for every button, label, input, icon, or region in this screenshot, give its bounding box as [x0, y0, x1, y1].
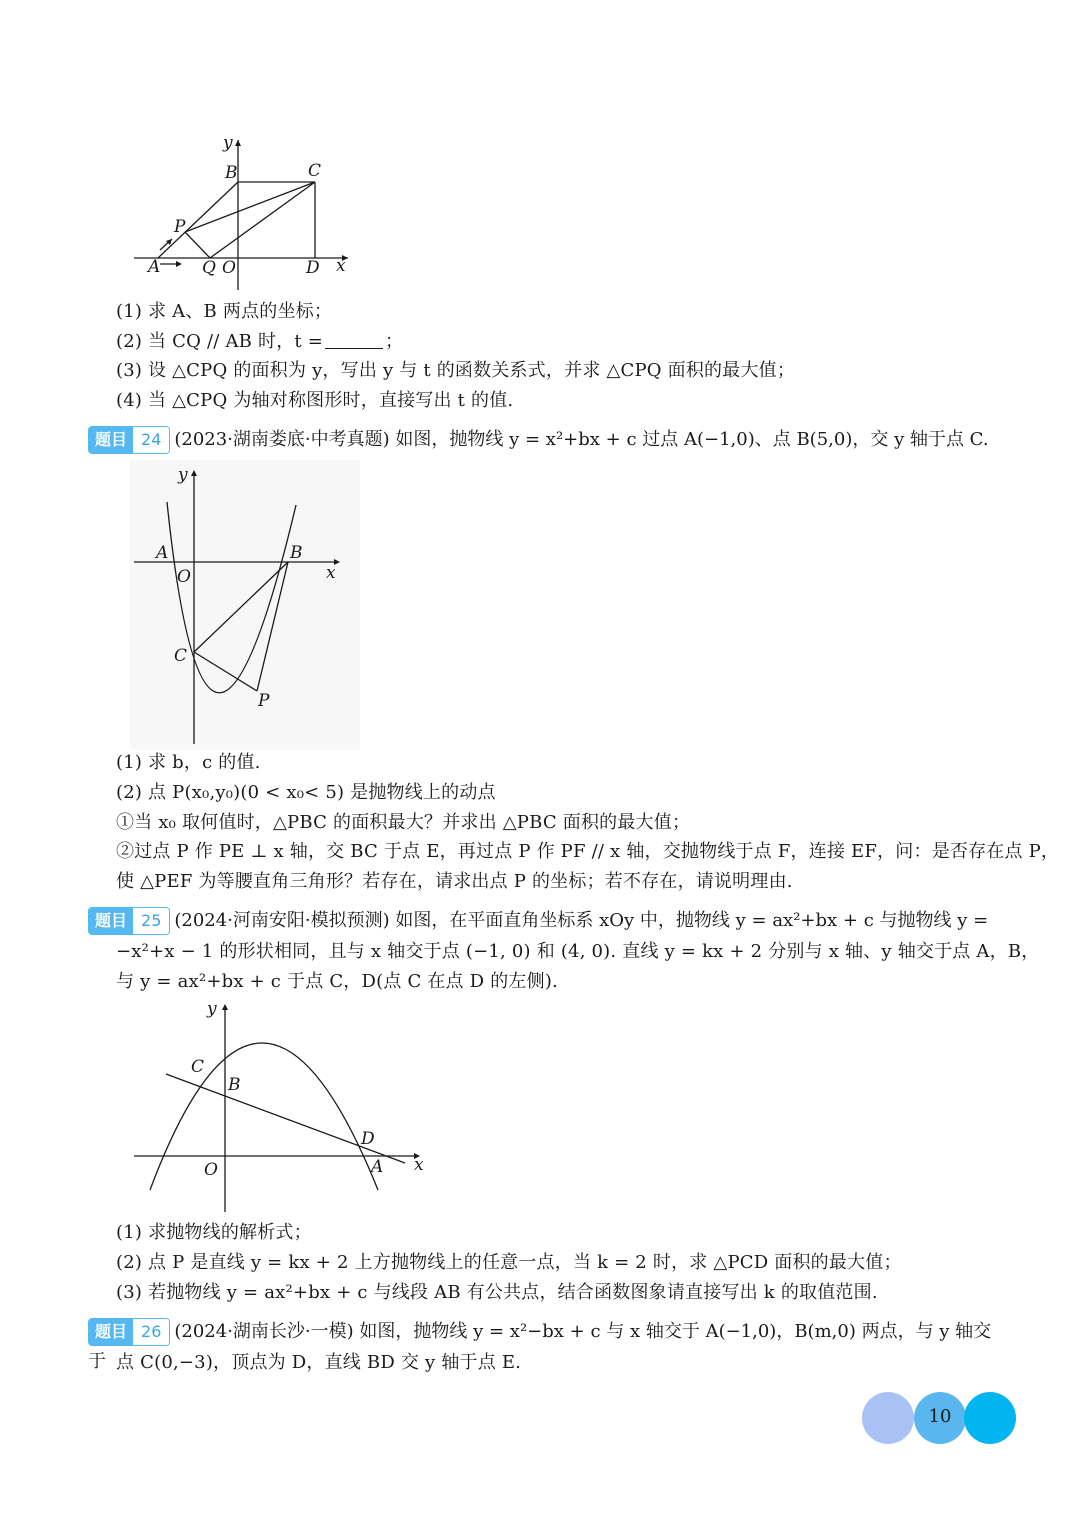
label-x: x	[326, 563, 336, 583]
label-O: O	[222, 258, 236, 278]
label-B: B	[228, 1075, 241, 1095]
page-number: 10	[928, 1406, 952, 1427]
figure-q23	[128, 132, 358, 292]
q24-part2-2b: 使 △PEF 为等腰直角三角形？若存在，请求出点 P 的坐标；若不存在，请说明理由.	[116, 871, 793, 892]
q24-part2: (2) 点 P(x₀,y₀)(0 < x₀< 5) 是抛物线上的动点	[116, 782, 496, 803]
q24-tag-number: 24	[133, 427, 169, 453]
q25-tag	[88, 907, 170, 935]
q25-header	[88, 906, 996, 936]
line-y-kx-2	[166, 1074, 405, 1163]
q24-part1: (1) 求 b，c 的值.	[116, 752, 261, 773]
q23-part4: (4) 当 △CPQ 为轴对称图形时，直接写出 t 的值.	[116, 390, 514, 411]
q25-tag-label: 题目	[89, 908, 133, 934]
q23-part2-end: ；	[385, 331, 404, 352]
q25-part1: (1) 求抛物线的解析式；	[116, 1222, 312, 1243]
q24-header	[88, 425, 996, 455]
q24-part2-1: ①当 x₀ 取何值时，△PBC 的面积最大？并求出 △PBC 面积的最大值；	[116, 812, 691, 833]
label-D: D	[306, 258, 320, 278]
label-B: B	[290, 543, 303, 563]
label-C: C	[191, 1057, 205, 1077]
q25-text-2: −x²+x − 1 的形状相同，且与 x 轴交于点 (−1, 0) 和 (4, 0). 直线 y = kx + 2 分别与 x 轴、y 轴交于点 A，B，	[116, 941, 1040, 962]
q23-part3: (3) 设 △CPQ 的面积为 y，写出 y 与 t 的函数关系式，并求 △CPQ 面积的最大值；	[116, 360, 796, 381]
q26-tag-label: 题目	[89, 1319, 133, 1345]
figure-q25	[130, 1000, 430, 1215]
q25-text-3: 与 y = ax²+bx + c 于点 C，D(点 C 在点 D 的左侧).	[116, 971, 558, 992]
label-P: P	[258, 691, 270, 711]
q25-part2: (2) 点 P 是直线 y = kx + 2 上方抛物线上的任意一点，当 k = 2 时，求 △PCD 面积的最大值；	[116, 1252, 902, 1273]
label-O: O	[204, 1160, 218, 1180]
q23-part2-text: (2) 当 CQ // AB 时，t =	[116, 331, 324, 352]
label-D: D	[361, 1129, 375, 1149]
q25-tag-number: 25	[133, 908, 169, 934]
q26-tag-number: 26	[133, 1319, 169, 1345]
label-P: P	[174, 217, 186, 237]
q23-part2	[116, 330, 996, 354]
q24-tag-label: 题目	[89, 427, 133, 453]
label-A: A	[148, 257, 161, 277]
answer-blank[interactable]	[325, 330, 383, 349]
q24-text: (2023·湖南娄底·中考真题) 如图，抛物线 y = x²+bx + c 过点 A(−1,0)、点 B(5,0)，交 y 轴于点 C.	[174, 429, 989, 450]
q24-tag	[88, 426, 170, 454]
q26-tag	[88, 1318, 170, 1346]
figure-q24	[130, 460, 360, 750]
q26-text-1: (2024·湖南长沙·一模) 如图，抛物线 y = x²−bx + c 与 x 轴交于 A(−1,0)，B(m,0) 两点，与 y 轴交于	[88, 1321, 992, 1372]
q23-part1: (1) 求 A、B 两点的坐标；	[116, 301, 333, 322]
q26-text-2: 点 C(0,−3)，顶点为 D，直线 BD 交 y 轴于点 E.	[116, 1352, 522, 1373]
label-Q: Q	[202, 258, 216, 278]
label-O: O	[177, 567, 191, 587]
label-x: x	[336, 256, 346, 276]
label-y: y	[178, 465, 188, 485]
label-C: C	[308, 161, 322, 181]
parabola	[150, 1043, 378, 1190]
label-y: y	[207, 1000, 217, 1019]
q24-part2-2a: ②过点 P 作 PE ⊥ x 轴，交 BC 于点 E，再过点 P 作 PF // x 轴，交抛物线于点 F，连接 EF，问：是否存在点 P，	[116, 841, 1060, 862]
label-x: x	[414, 1155, 424, 1175]
label-y: y	[223, 133, 233, 153]
label-A: A	[156, 543, 169, 563]
label-A: A	[371, 1157, 384, 1177]
q25-part3: (3) 若抛物线 y = ax²+bx + c 与线段 AB 有公共点，结合函数图象请直接写出 k 的取值范围.	[116, 1282, 878, 1303]
label-C: C	[174, 646, 188, 666]
label-B: B	[225, 163, 238, 183]
q25-text-1: (2024·河南安阳·模拟预测) 如图，在平面直角坐标系 xOy 中，抛物线 y = ax²+bx + c 与抛物线 y =	[174, 910, 989, 931]
